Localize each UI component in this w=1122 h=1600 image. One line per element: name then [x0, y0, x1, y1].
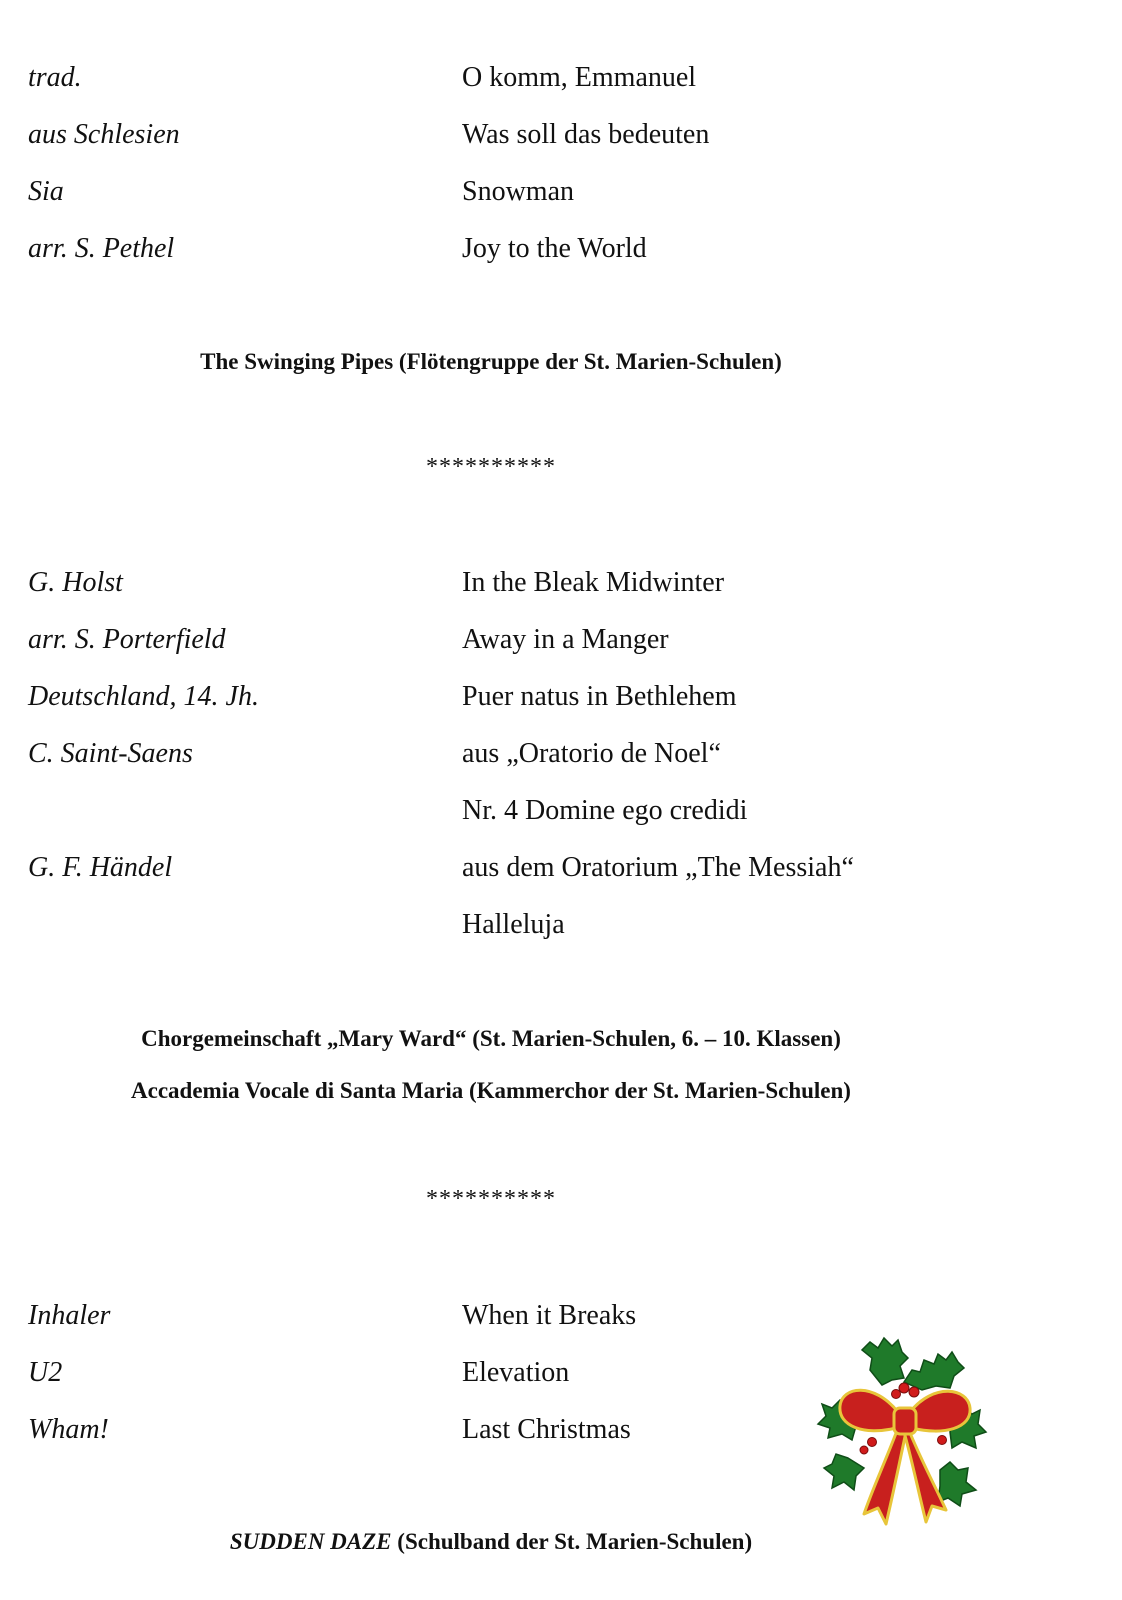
composer: G. Holst: [28, 567, 123, 598]
piece-title: When it Breaks: [462, 1300, 637, 1331]
composer: arr. S. Porterfield: [28, 624, 226, 655]
composer: aus Schlesien: [28, 119, 180, 150]
piece-title: Away in a Manger: [462, 624, 669, 655]
composer: Sia: [28, 176, 64, 207]
piece-title: Joy to the World: [462, 233, 647, 264]
band-name: SUDDEN DAZE: [229, 1529, 392, 1554]
ensemble-credit: Chorgemeinschaft „Mary Ward“ (St. Marien-Schulen, 6. – 10. Klassen): [141, 1026, 841, 1051]
ensemble-credit: The Swinging Pipes (Flötengruppe der St. Marien-Schulen): [200, 349, 782, 374]
section-separator: **********: [426, 454, 556, 480]
composer: Wham!: [28, 1414, 109, 1445]
band-description: (Schulband der St. Marien-Schulen): [391, 1529, 753, 1554]
composer: arr. S. Pethel: [28, 233, 175, 264]
program-row: [0, 677, 1122, 717]
holly-bow-icon: [812, 1330, 992, 1530]
program-row: [0, 848, 1122, 888]
piece-title: Was soll das bedeuten: [462, 119, 710, 150]
composer: U2: [28, 1357, 63, 1388]
composer: trad.: [28, 62, 82, 93]
program-row: [0, 172, 1122, 212]
program-row: [0, 229, 1122, 269]
ensemble-credit: [0, 1526, 982, 1558]
program-row: [0, 620, 1122, 660]
piece-title: aus dem Oratorium „The Messiah“: [462, 852, 854, 883]
composer: C. Saint-Saens: [28, 738, 193, 769]
piece-title: Elevation: [462, 1357, 570, 1388]
program-row: [0, 115, 1122, 155]
piece-title: Nr. 4 Domine ego credidi: [462, 795, 748, 826]
composer: Inhaler: [28, 1300, 111, 1331]
piece-title: O komm, Emmanuel: [462, 62, 697, 93]
program-row: [0, 563, 1122, 603]
program-row: [0, 905, 1122, 945]
piece-title: Halleluja: [462, 909, 565, 940]
program-row: [0, 791, 1122, 831]
piece-title: Snowman: [462, 176, 574, 207]
composer: Deutschland, 14. Jh.: [28, 681, 259, 712]
program-row: [0, 734, 1122, 774]
composer: G. F. Händel: [28, 852, 173, 883]
piece-title: Puer natus in Bethlehem: [462, 681, 737, 712]
piece-title: In the Bleak Midwinter: [462, 567, 725, 598]
section-separator: **********: [426, 1186, 556, 1212]
ensemble-credit: Accademia Vocale di Santa Maria (Kammerchor der St. Marien-Schulen): [131, 1078, 851, 1103]
program-row: [0, 58, 1122, 98]
piece-title: aus „Oratorio de Noel“: [462, 738, 721, 769]
piece-title: Last Christmas: [462, 1414, 631, 1445]
